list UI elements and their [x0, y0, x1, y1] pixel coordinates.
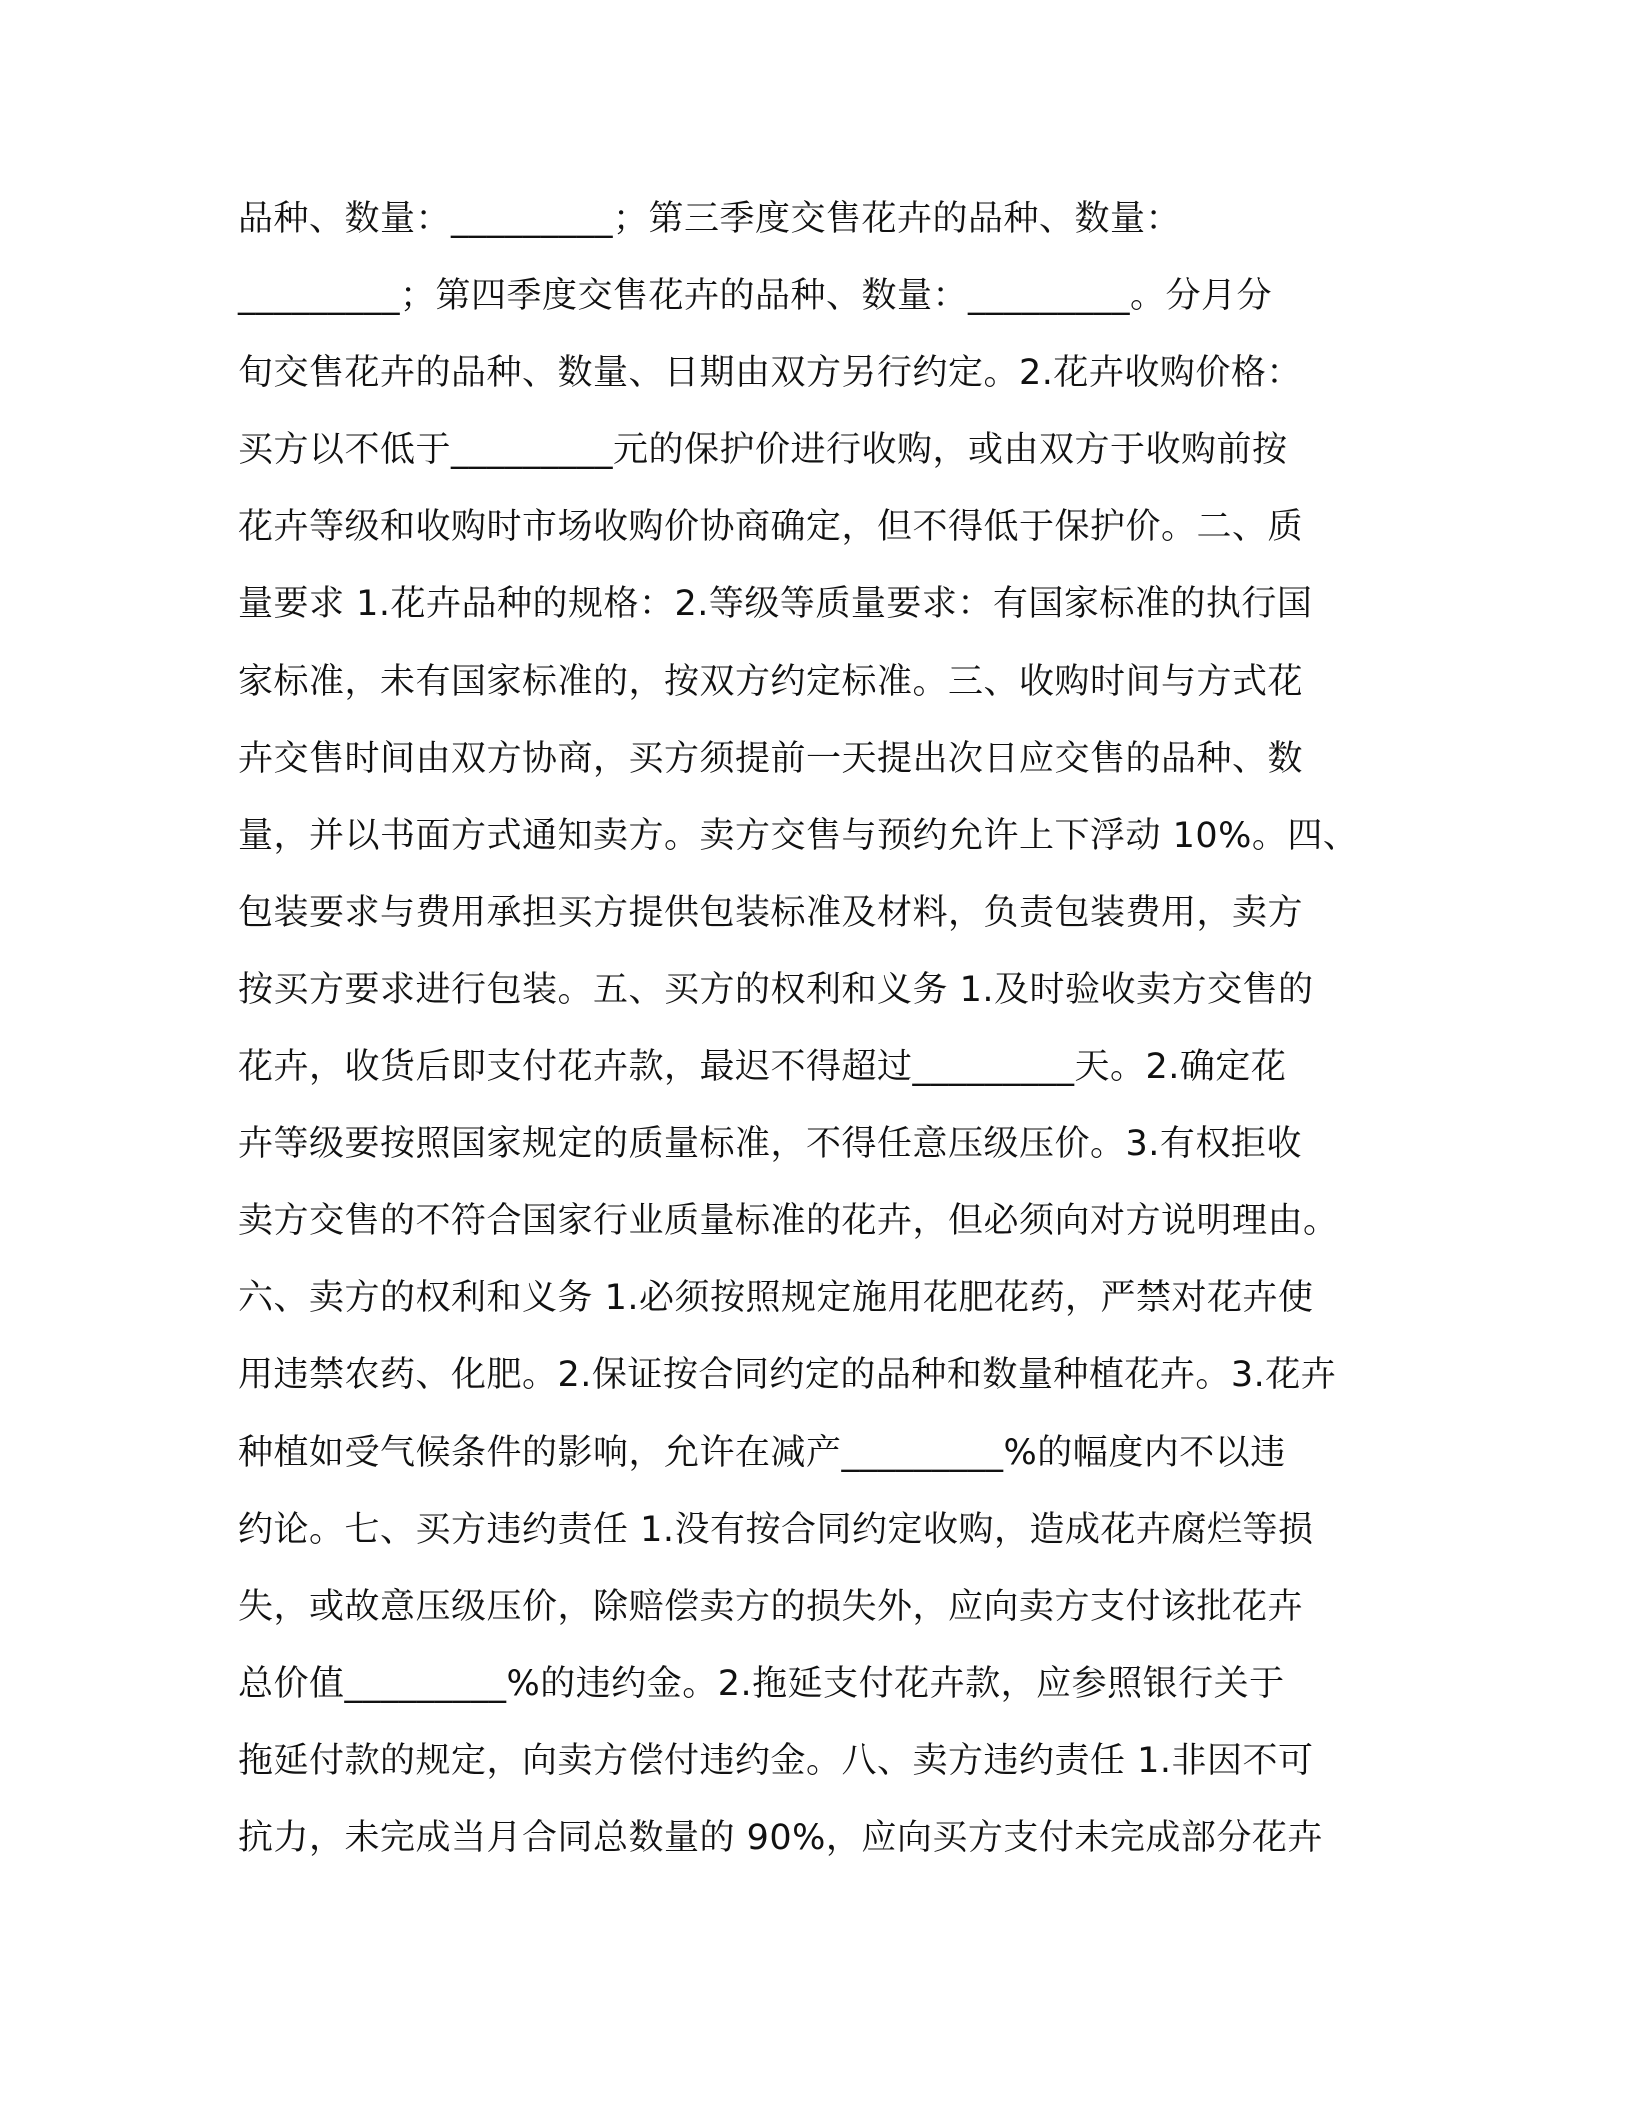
- text-line-14: 卖方交售的不符合国家行业质量标准的花卉，但必须向对方说明理由。: [238, 1201, 1339, 1242]
- contract-body-text: [238, 186, 1398, 1882]
- text-line-8: 卉交售时间由双方协商，买方须提前一天提出次日应交售的品种、数: [238, 738, 1304, 779]
- text-line-4: 买方以不低于_________元的保护价进行收购，或由双方于收购前按: [238, 430, 1288, 471]
- text-line-11: 按买方要求进行包装。五、买方的权利和义务 1.及时验收卖方交售的: [238, 969, 1314, 1010]
- text-line-15: 六、卖方的权利和义务 1.必须按照规定施用花肥花药，严禁对花卉使: [238, 1278, 1314, 1319]
- text-line-6: 量要求 1.花卉品种的规格：2.等级等质量要求：有国家标准的执行国: [238, 584, 1313, 625]
- text-line-18: 约论。七、买方违约责任 1.没有按合同约定收购，造成花卉腐烂等损: [238, 1509, 1314, 1550]
- text-line-16: 用违禁农药、化肥。2.保证按合同约定的品种和数量种植花卉。3.花卉: [238, 1355, 1337, 1396]
- text-line-3: 旬交售花卉的品种、数量、日期由双方另行约定。2.花卉收购价格：: [238, 353, 1302, 394]
- text-line-7: 家标准，未有国家标准的，按双方约定标准。三、收购时间与方式花: [238, 661, 1304, 702]
- text-line-17: 种植如受气候条件的影响，允许在减产_________%的幅度内不以违: [238, 1432, 1286, 1473]
- text-line-21: 拖延付款的规定，向卖方偿付违约金。八、卖方违约责任 1.非因不可: [238, 1740, 1314, 1781]
- text-line-10: 包装要求与费用承担买方提供包装标准及材料，负责包装费用，卖方: [238, 892, 1304, 933]
- text-line-12: 花卉，收货后即支付花卉款，最迟不得超过_________天。2.确定花: [238, 1047, 1287, 1088]
- text-line-5: 花卉等级和收购时市场收购价协商确定，但不得低于保护价。二、质: [238, 507, 1304, 548]
- text-line-1: 品种、数量：_________；第三季度交售花卉的品种、数量：: [238, 199, 1182, 239]
- text-line-19: 失，或故意压级压价，除赔偿卖方的损失外，应向卖方支付该批花卉: [238, 1586, 1304, 1627]
- text-line-2: _________；第四季度交售花卉的品种、数量：_________。分月分: [238, 276, 1273, 317]
- text-line-22: 抗力，未完成当月合同总数量的 90%，应向买方支付未完成部分花卉: [238, 1817, 1323, 1858]
- text-line-9: 量，并以书面方式通知卖方。卖方交售与预约允许上下浮动 10%。四、: [238, 815, 1359, 856]
- text-line-13: 卉等级要按照国家规定的质量标准，不得任意压级压价。3.有权拒收: [238, 1124, 1302, 1165]
- text-line-20: 总价值_________%的违约金。2.拖延支付花卉款，应参照银行关于: [238, 1663, 1285, 1704]
